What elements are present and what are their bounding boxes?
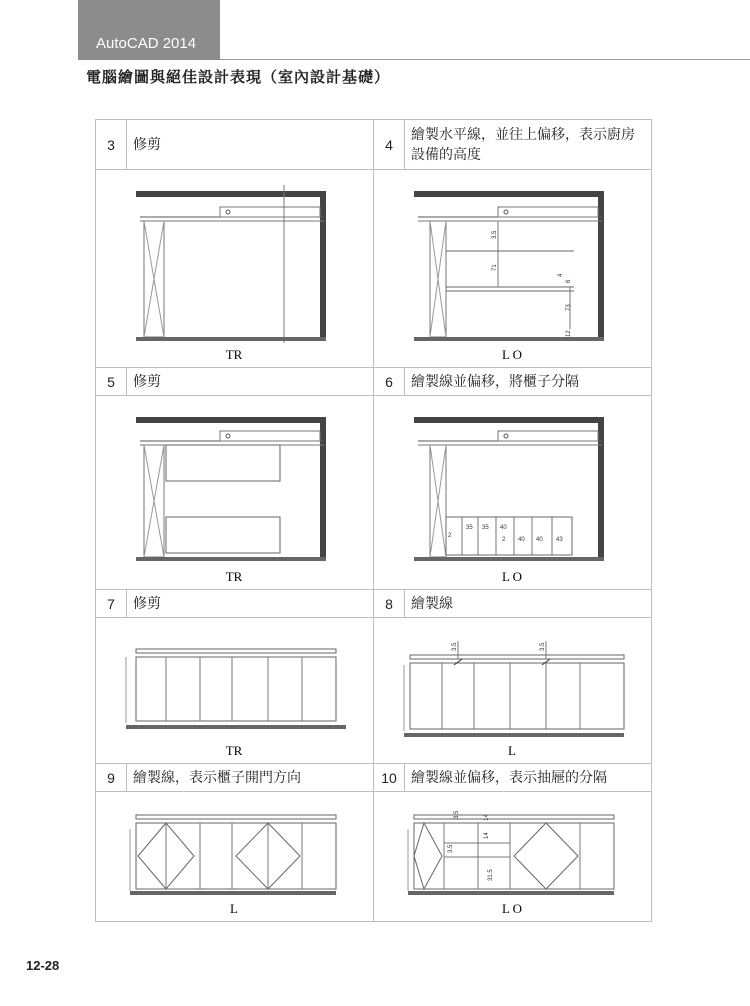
steps-table — [95, 119, 652, 922]
dimension-label: 40 — [518, 536, 525, 543]
cad-figure-lo — [374, 171, 651, 367]
step-figure — [96, 396, 374, 590]
step-figure — [374, 618, 652, 764]
dimension-label: 14 — [484, 813, 490, 821]
cad-figure-trim — [96, 171, 373, 367]
dimension-label: 4 — [558, 273, 564, 277]
figure-label: TR — [225, 346, 243, 362]
step-figure — [374, 792, 652, 922]
dimension-label: 35 — [466, 524, 473, 531]
step-number: 8 — [374, 590, 405, 618]
step-text: 繪製線，表示櫃子開門方向 — [127, 764, 374, 792]
cad-figure-lo — [374, 397, 651, 589]
step-text: 繪製線 — [405, 590, 652, 618]
step-number: 4 — [374, 120, 405, 170]
figure-label: L O — [501, 346, 523, 362]
step-figure — [374, 170, 652, 368]
cad-figure-trim — [96, 397, 373, 589]
step-text: 繪製水平線，並往上偏移，表示廚房設備的高度 — [405, 120, 652, 170]
dimension-label: 35 — [482, 524, 489, 531]
dimension-label: 3.5 — [454, 810, 460, 819]
figure-label: L — [508, 742, 516, 758]
dimension-label: 3.5 — [452, 642, 458, 651]
step-figure — [374, 396, 652, 590]
page-number: 12-28 — [26, 958, 60, 973]
cad-figure-trim — [96, 619, 373, 763]
step-figure — [96, 792, 374, 922]
book-title: 電腦繪圖與絕佳設計表現（室內設計基礎） — [86, 68, 391, 86]
dimension-label: 40 — [536, 536, 543, 543]
step-figure — [96, 618, 374, 764]
figure-label: TR — [225, 568, 243, 584]
dimension-label: 3.5 — [540, 642, 546, 651]
dimension-label: 31.5 — [488, 868, 494, 881]
dimension-label: 40 — [500, 524, 507, 531]
dimension-label: 2 — [502, 536, 506, 543]
step-number: 10 — [374, 764, 405, 792]
cad-figure-line — [374, 619, 651, 763]
cad-figure-door-swing — [96, 793, 373, 921]
step-text: 修剪 — [127, 120, 374, 170]
cad-figure-drawers — [374, 793, 651, 921]
header-rule — [220, 59, 750, 60]
dimension-label: 2 — [448, 532, 452, 539]
step-number: 6 — [374, 368, 405, 396]
step-text: 繪製線並偏移，表示抽屜的分隔 — [405, 764, 652, 792]
figure-label: L — [230, 900, 238, 916]
dimension-label: 71 — [492, 263, 498, 271]
step-number: 7 — [96, 590, 127, 618]
dimension-label: 14 — [484, 831, 490, 839]
step-figure — [96, 170, 374, 368]
dimension-label: 43 — [556, 536, 563, 543]
dimension-label: 12 — [566, 329, 572, 337]
step-text: 修剪 — [127, 590, 374, 618]
app-name: AutoCAD 2014 — [96, 35, 197, 52]
figure-label: L O — [501, 900, 523, 916]
step-number: 3 — [96, 120, 127, 170]
dimension-label: 3.5 — [448, 844, 454, 853]
header-tab — [78, 0, 220, 60]
step-text: 修剪 — [127, 368, 374, 396]
figure-label: TR — [225, 742, 243, 758]
dimension-label: 73 — [566, 303, 572, 311]
dimension-label: 6 — [566, 279, 572, 283]
figure-label: L O — [501, 568, 523, 584]
step-number: 9 — [96, 764, 127, 792]
step-text: 繪製線並偏移，將櫃子分隔 — [405, 368, 652, 396]
dimension-label: 3.5 — [492, 230, 498, 239]
step-number: 5 — [96, 368, 127, 396]
